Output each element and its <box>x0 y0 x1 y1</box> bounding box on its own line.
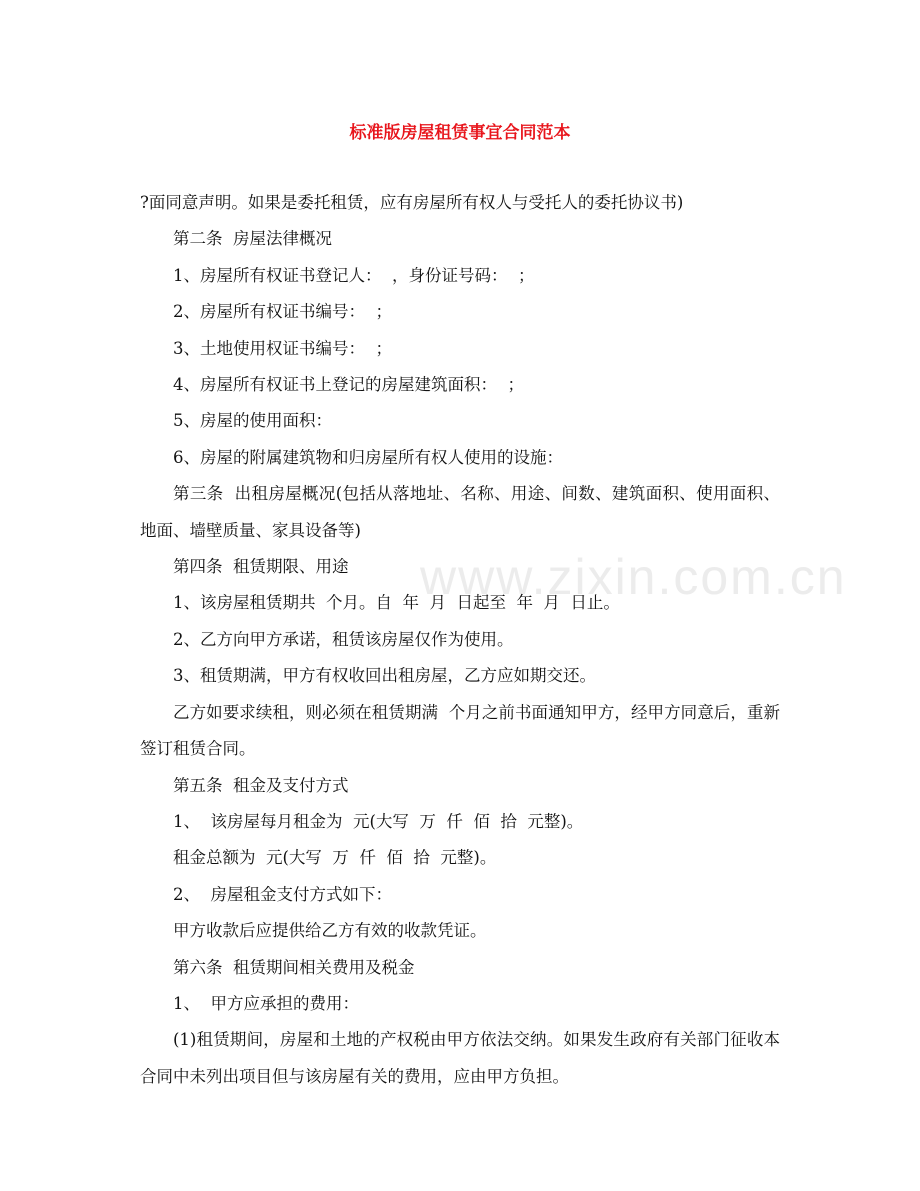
paragraph: 6、房屋的附属建筑物和归房屋所有权人使用的设施： <box>173 447 563 467</box>
paragraph: 2、房屋所有权证书编号： ； <box>173 302 392 322</box>
document-body <box>140 185 780 1095</box>
paragraph: 3、租赁期满，甲方有权收回出租房屋，乙方应如期交还。 <box>173 666 596 686</box>
watermark: www.zixin.com.cn <box>420 549 847 605</box>
paragraph: 1、该房屋租赁期共 个月。自 年 月 日起至 年 月 日止。 <box>173 593 620 613</box>
paragraph: 4、房屋所有权证书上登记的房屋建筑面积： ； <box>173 375 524 395</box>
paragraph: 1、 该房屋每月租金为 元(大写 万 仟 佰 拾 元整)。 <box>173 811 584 831</box>
paragraph: 第三条 出租房屋概况(包括从落地址、名称、用途、间数、建筑面积、使用面积、地面、墙壁质量、家具设备等) <box>140 484 780 540</box>
paragraph: 乙方如要求续租，则必须在租赁期满 个月之前书面通知甲方，经甲方同意后，重新签订租赁合同。 <box>140 702 780 759</box>
paragraph: 租金总额为 元(大写 万 仟 佰 拾 元整)。 <box>173 848 497 868</box>
document-title: 标准版房屋租赁事宜合同范本 <box>349 123 571 143</box>
paragraph: 3、土地使用权证书编号： ； <box>173 338 392 358</box>
paragraph: (1)租赁期间，房屋和土地的产权税由甲方依法交纳。如果发生政府有关部门征收本合同中未列出项目但与该房屋有关的费用，应由甲方负担。 <box>140 1030 780 1086</box>
paragraph: 1、 甲方应承担的费用： <box>173 993 359 1013</box>
paragraph: 2、乙方向甲方承诺，租赁该房屋仅作为使用。 <box>173 629 514 649</box>
paragraph: 2、 房屋租金支付方式如下： <box>173 884 392 904</box>
paragraph: 第二条 房屋法律概况 <box>173 229 332 249</box>
paragraph: 1、房屋所有权证书登记人： ，身份证号码： ； <box>173 265 535 285</box>
paragraph: ?面同意声明。如果是委托租赁，应有房屋所有权人与受托人的委托协议书) <box>140 193 684 212</box>
paragraph: 甲方收款后应提供给乙方有效的收款凭证。 <box>173 921 487 941</box>
paragraph: 第六条 租赁期间相关费用及税金 <box>173 957 415 977</box>
paragraph: 5、房屋的使用面积： <box>173 411 332 431</box>
paragraph: 第四条 租赁期限、用途 <box>173 557 349 577</box>
paragraph: 第五条 租金及支付方式 <box>173 775 349 795</box>
